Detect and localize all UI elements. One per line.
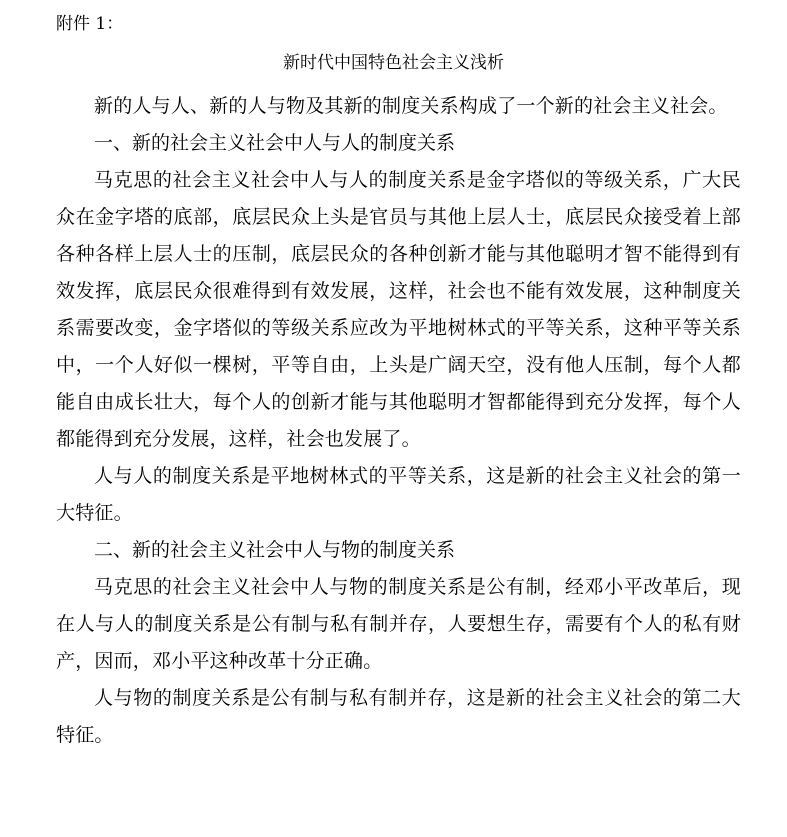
- intro-paragraph: 新的人与人、新的人与物及其新的制度关系构成了一个新的社会主义社会。: [94, 95, 728, 117]
- section-2-paragraph-2: 人与物的制度关系是公有制与私有制并存，这是新的社会主义社会的第二大特征。: [56, 687, 741, 746]
- section-1-paragraph-2: 人与人的制度关系是平地树林式的平等关系，这是新的社会主义社会的第一大特征。: [56, 465, 741, 524]
- section-1-paragraph-1: 马克思的社会主义社会中人与人的制度关系是金字塔似的等级关系，广大民众在金字塔的底部，底层民众上头是官员与其他上层人士，底层民众接受着上部各种各样上层人士的压制，底层民众的各种创新才能与其他聪明才智不能得到有效发挥，底层民众很难得到有效发展，这样，社会也不能有效发展，这种制度关系需要改变，金字塔似的等级关系应改为平地树林式的平等关系，这种平等关系中，一个人好似一棵树，平等自由，上头是广阔天空，没有他人压制，每个人都能自由成长壮大，每个人的创新才能与其他聪明才智都能得到充分发挥，每个人都能得到充分发展，这样，社会也发展了。: [56, 169, 741, 450]
- document-body: [56, 88, 741, 754]
- section-2-paragraph-1: 马克思的社会主义社会中人与物的制度关系是公有制，经邓小平改革后，现在人与人的制度关系是公有制与私有制并存，人要想生存，需要有个人的私有财产，因而，邓小平这种改革十分正确。: [56, 576, 741, 672]
- section-2-heading: 二、新的社会主义社会中人与物的制度关系: [94, 539, 456, 561]
- attachment-label: 附件 1：: [56, 14, 124, 34]
- document-title: 新时代中国特色社会主义浅析: [283, 53, 504, 73]
- section-1-heading: 一、新的社会主义社会中人与人的制度关系: [94, 132, 456, 154]
